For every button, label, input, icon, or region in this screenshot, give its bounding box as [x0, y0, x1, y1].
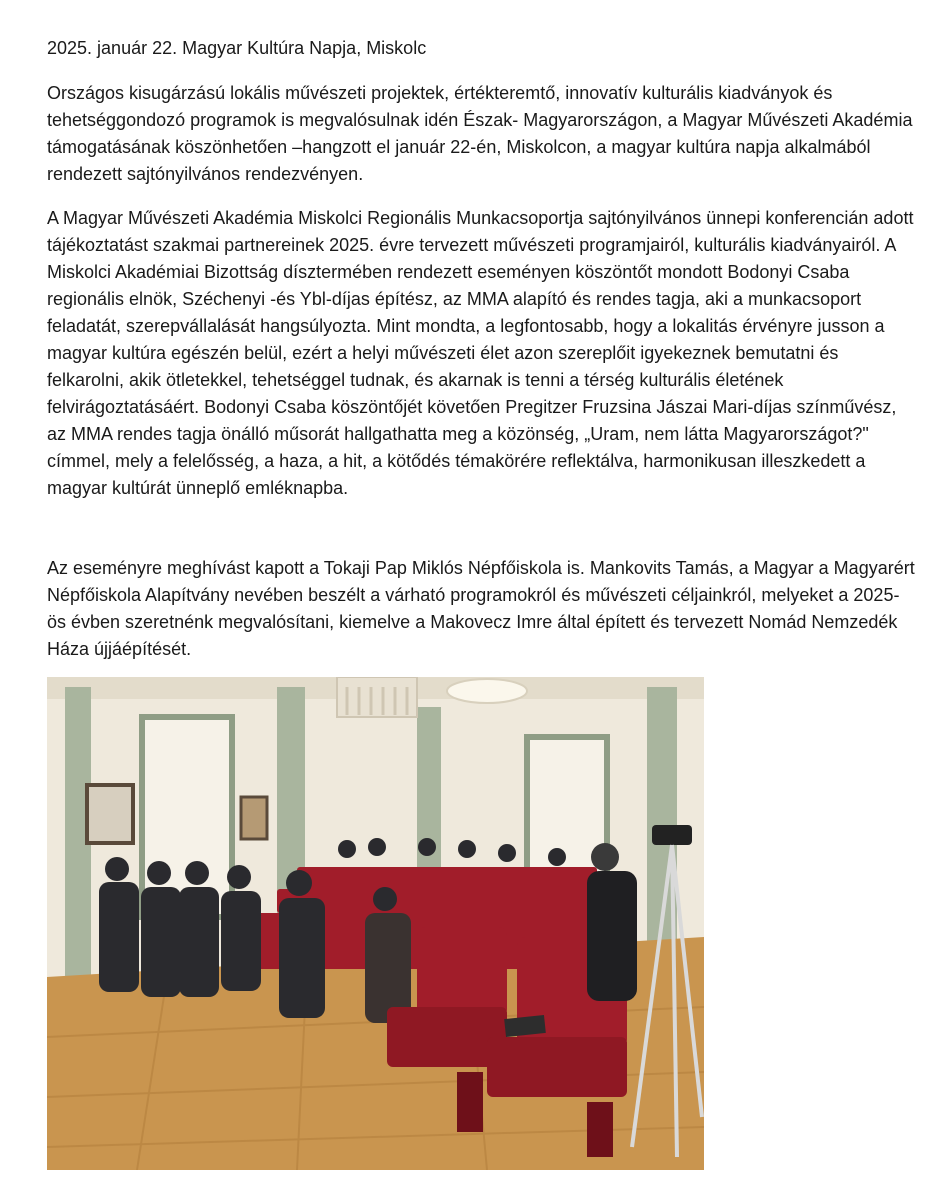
event-photo-illustration	[47, 677, 704, 1170]
video-camera	[652, 825, 692, 845]
article-heading: 2025. január 22. Magyar Kultúra Napja, Miskolc	[47, 38, 427, 58]
article-paragraph-2: A Magyar Művészeti Akadémia Miskolci Regionális Munkacsoportja sajtónyilvános ünnepi konferencián adott tájékoztatást szakmai partnereinek 2025. évre tervezett művészeti programjairól, kulturális kiadványairól. A Miskolci Akadémiai Bizottság dísztermében rendezett eseményen köszöntőt mondott Bodonyi Csaba regionális elnök, Széchenyi -és Ybl-díjas építész, az MMA alapító és rendes tagja, aki a munkacsoport feladatát, szerepvállalását hangsúlyozta. Mint mondta, a legfontosabb, hogy a lokalitás érvényre jusson a magyar kultúra egészén belül, ezért a helyi művészeti élet azon szereplőit igyekeznek bemutatni és felkarolni, akik ötletekkel, tehetséggel tudnak, és akarnak is tenni a térség kulturális életének felvirágoztatásáért. Bodonyi Csaba köszöntőjét követően Pregitzer Fruzsina Jászai Mari-díjas színművész, az MMA rendes tagja önálló műsorát hallgathatta meg a közönség, „Uram, nem látta Magyarországot?" címmel, mely a felelősség, a haza, a hit, a kötődés témakörére reflektálva, harmonikusan illeszkedett a magyar kultúrát ünneplő emléknapba.	[47, 208, 914, 498]
article-paragraph-1: Országos kisugárzású lokális művészeti projektek, értékteremtő, innovatív kulturális kiadványok és tehetséggondozó programok is megvalósulnak idén Észak- Magyarországon, a Magyar Művészeti Akadémia támogatásának köszönhetően –hangzott el január 22-én, Miskolcon, a magyar kultúra napja alkalmából rendezett sajtónyilvános rendezvényen.	[47, 83, 913, 184]
chandelier	[447, 679, 527, 703]
framed-picture	[87, 785, 133, 843]
article-paragraph-3: Az eseményre meghívást kapott a Tokaji Pap Miklós Népfőiskola is. Mankovits Tamás, a Magyar a Magyarért Népfőiskola Alapítvány nevében beszélt a várható programokról és művészeti céljainkról, melyeket a 2025-ös évben szeretnénk megvalósítani, kiemelve a Makovecz Imre által épített és tervezett Nomád Nemzedék Háza újjáépítését.	[47, 558, 915, 659]
framed-picture	[241, 797, 267, 839]
event-photo	[47, 677, 704, 1170]
